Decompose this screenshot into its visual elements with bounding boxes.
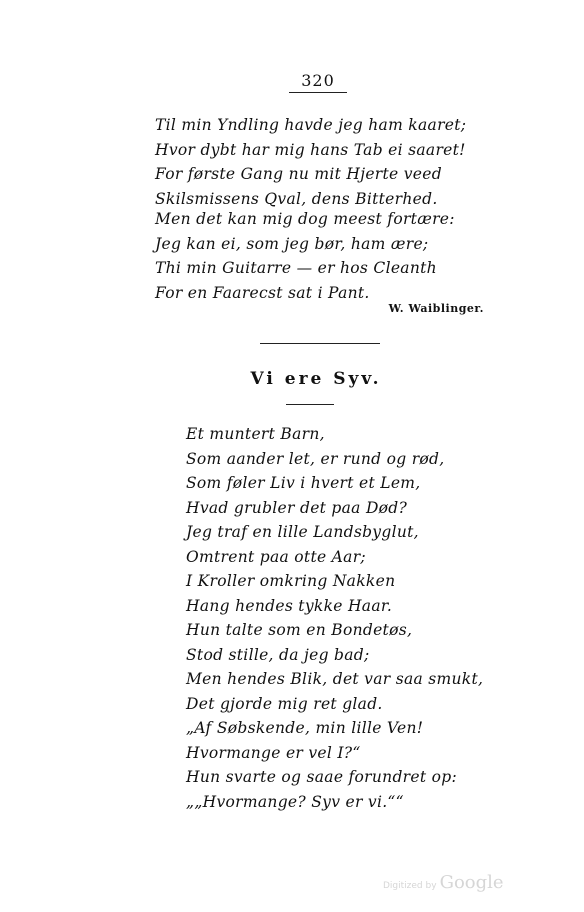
verse-line: Hvormange er vel I?“ [186,743,361,762]
verse-line: Stod stille, da jeg bad; [186,645,370,664]
poem2-stanza-4 [186,716,457,814]
verse-line: Det gjorde mig ret glad. [186,694,383,713]
verse-line: Hvor dybt har mig hans Tab ei saaret! [155,140,466,159]
verse-line: Men hendes Blik, det var saa smukt, [186,670,484,689]
poem-separator-rule [260,343,380,344]
poem2-title: Vi ere Syv. [250,369,382,389]
verse-line: For første Gang nu mit Hjerte veed [155,165,442,184]
poem1-stanza-2 [155,207,455,305]
digitization-watermark [383,872,504,893]
verse-line: „Af Søbskende, min lille Ven! [186,719,424,737]
poem1-author: W. Waiblinger. [388,302,484,315]
poem2-stanza-3 [186,618,483,716]
verse-line: Men det kan mig dog meest fortære: [155,210,455,228]
poem2-stanza-1 [186,422,445,520]
poem2-stanza-2 [186,520,419,618]
verse-line: Thi min Guitarre — er hos Cleanth [155,259,437,278]
verse-line: Jeg kan ei, som jeg bør, ham ære; [155,234,429,253]
verse-line: Jeg traf en lille Landsbyglut, [186,523,419,541]
verse-line: Som aander let, er rund og rød, [186,449,445,468]
watermark-brand: Google [439,872,504,893]
watermark-prefix: Digitized by [383,881,437,891]
verse-line: Hang hendes tykke Haar. [186,596,393,615]
verse-line: Til min Yndling havde jeg ham kaaret; [155,116,467,134]
verse-line: Som føler Liv i hvert et Lem, [186,474,421,493]
verse-line: Hvad grubler det paa Død? [186,498,408,517]
page-number: 320 [301,71,335,90]
verse-line: „„Hvormange? Syv er vi.““ [186,792,404,811]
verse-line: Omtrent paa otte Aar; [186,547,366,566]
verse-line: For en Faarecst sat i Pant. [155,283,370,302]
verse-line: Et muntert Barn, [186,425,325,443]
poem1-stanza-1 [155,113,466,211]
page-number-rule [289,92,347,93]
verse-line: Skilsmissens Qval, dens Bitterhed. [155,189,438,208]
verse-line: Hun talte som en Bondetøs, [186,621,413,639]
verse-line: Hun svarte og saae forundret op: [186,768,457,787]
title-underline-rule [286,404,334,405]
verse-line: I Kroller omkring Nakken [186,572,396,591]
